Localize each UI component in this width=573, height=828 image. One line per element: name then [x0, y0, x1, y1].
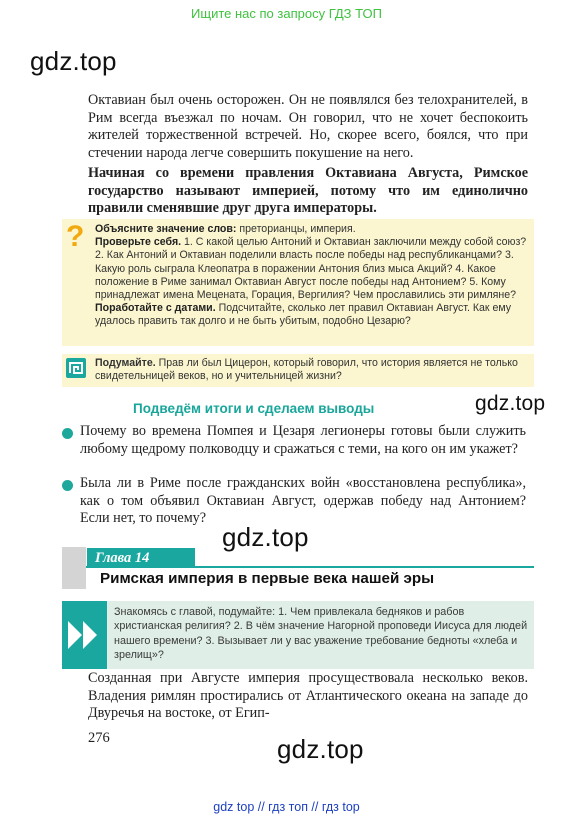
watermark: gdz.top — [475, 392, 546, 415]
chapter-rule — [86, 566, 534, 568]
explain-text: преторианцы, империя. — [239, 223, 356, 235]
paragraph-octavian: Октавиан был очень осторожен. Он не появлялся без телохранителей, в Рим всегда въезжал по ночам. Он говорил, что не хочет беспокоить жителей торжественной встречей. Но, скорее всего, боялся, что при стечении народа легче совершить покушение на него. — [88, 92, 528, 161]
check-text: 1. С какой целью Антоний и Октавиан заключили между собой союз? 2. Как Антоний и Октавиан поделили власть после победы над республиканцами? 3. Какую роль сыграла Клеопатра в поражении Антония близ мыса Акций? 4. Какое положение в Риме занимал Октавиан Август после победы над Антонием? 5. Кому принадлежат имена Мецената, Горация, Вергилия? Чем прославились эти римляне? — [95, 236, 527, 302]
chapter-marker — [62, 547, 86, 589]
question-mark-icon: ? — [66, 220, 85, 253]
watermark: gdz.top — [30, 46, 117, 76]
think-text — [95, 357, 530, 383]
explain-label: Объясните значение слов: — [95, 223, 237, 235]
bullet-dot-icon — [62, 480, 73, 491]
watermark: gdz.top — [222, 522, 309, 552]
chapter-tab: Глава 14 — [87, 548, 195, 568]
meander-icon — [66, 358, 86, 378]
page-number: 276 — [88, 730, 110, 746]
summary-item: Была ли в Риме после гражданских войн «восстановлена республика», как о том объявил Октавиан Август, одержав победу над Антонием? Если нет, то почему? — [80, 475, 526, 526]
dates-text: Подсчитайте, сколько лет правил Октавиан Август. Как ему удалось править так долго и не быть убитым, подобно Цезарю? — [95, 302, 512, 328]
footer-links[interactable]: gdz top // гдз топ // гдз top — [213, 800, 360, 814]
summary-heading: Подведём итоги и сделаем выводы — [133, 401, 375, 416]
watermark: gdz.top — [277, 734, 364, 764]
paragraph-empire-territory: Созданная при Августе империя просуществовала несколько веков. Владения римлян простирались от Атлантического океана на западе до Двуречья на востоке, от Егип- — [88, 670, 528, 721]
bullet-dot-icon — [62, 428, 73, 439]
summary-item: Почему во времена Помпея и Цезаря легионеры готовы были служить любому щедрому полководцу и сражаться с теми, на кого он им укажет? — [80, 423, 526, 457]
questions-text — [95, 223, 530, 329]
check-label: Проверьте себя. — [95, 236, 182, 249]
fast-forward-icon — [62, 601, 107, 669]
dates-label: Поработайте с датами. — [95, 302, 216, 315]
chapter-intro-text: Знакомясь с главой, подумайте: 1. Чем привлекала бедняков и рабов христианская религия? 2. В чём значение Нагорной проповеди Иисуса для людей нашего времени? 3. Вызывает ли у вас уважение требование бедноты «хлеба и зрелищ»? — [114, 606, 528, 661]
think-label: Подумайте. — [95, 357, 156, 369]
paragraph-empire-bold: Начиная со времени правления Октавиана Августа, Римское государство называют империей, потому что им единолично правили сменявшие друг друга императоры. — [88, 165, 528, 216]
chapter-title: Римская империя в первые века нашей эры — [100, 570, 435, 587]
think-question: Прав ли был Цицерон, который говорил, что история является не только свидетельницей веков, но и учительницей жизни? — [95, 357, 518, 383]
top-banner[interactable]: Ищите нас по запросу ГДЗ ТОП — [191, 6, 382, 21]
